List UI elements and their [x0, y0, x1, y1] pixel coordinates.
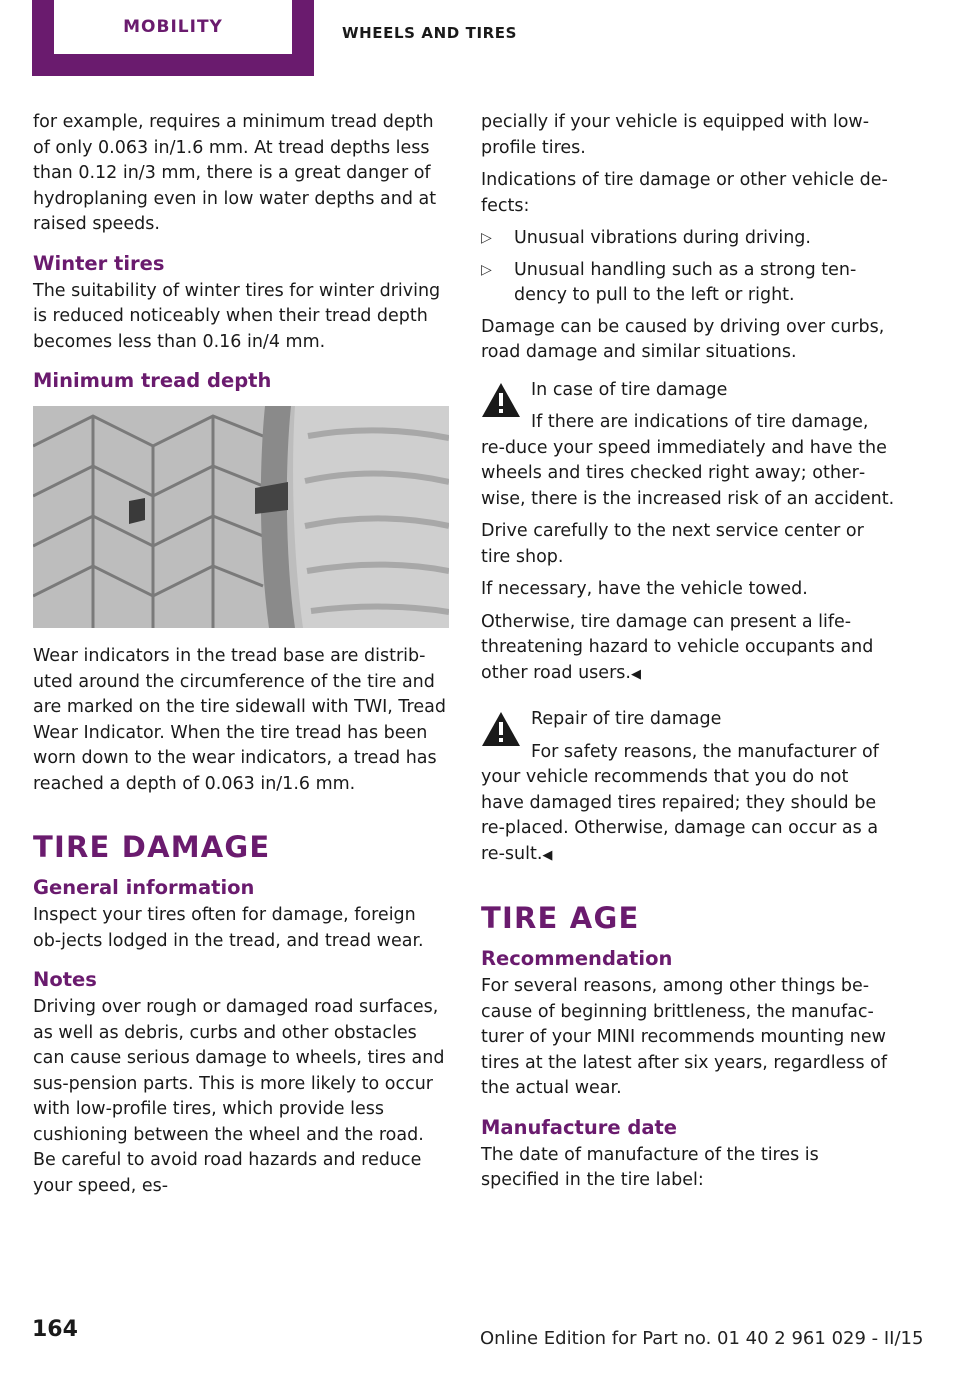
list-item-text: Unusual handling such as a strong ten‐dency to pull to the left or right. [514, 259, 857, 305]
intro-paragraph: for example, requires a minimum tread depth of only 0.063 in/1.6 mm. At tread depths less than 0.12 in/3 mm, there is a great danger of hydroplaning even in low water depths and at raised speeds. [33, 112, 437, 234]
damage-cause-text: Damage can be caused by driving over curbs, road damage and similar situations. [481, 316, 885, 362]
list-item [481, 258, 895, 309]
indications-text: Indications of tire damage or other vehicle de‐fects: [481, 170, 888, 216]
triangle-bullet-icon: ▷ [481, 230, 492, 246]
warning-text [481, 740, 895, 869]
chapter-tab-label: MOBILITY [54, 0, 292, 54]
drive-carefully-text: Drive carefully to the next service center or tire shop. [481, 521, 864, 567]
general-information-text: Inspect your tires often for damage, foreign ob‐jects lodged in the tread, and tread wear. [33, 905, 424, 951]
recommendation-text: For several reasons, among other things be‐cause of beginning brittleness, the manufac‐turer of your MINI recommends mounting new tires at the latest after six years, regardless of the actual wear. [481, 976, 888, 1098]
winter-tires-text: The suitability of winter tires for winter driving is reduced noticeably when their tread depth becomes less than 0.16 in/4 mm. [33, 280, 441, 352]
warning-tire-damage [481, 378, 895, 513]
warning-body: For safety reasons, the manufacturer of your vehicle recommends that you do not have damaged tires repaired; they should be re‐placed. Otherwise, damage can occur as a re‐sult. [481, 741, 879, 864]
chapter-tab [32, 0, 314, 76]
list-item [481, 226, 895, 252]
right-column [481, 110, 895, 1201]
tread-wear-indicator-photo [33, 406, 449, 628]
list-item-text: Unusual vibrations during driving. [514, 228, 811, 248]
left-column [33, 110, 449, 1206]
otherwise-body: Otherwise, tire damage can present a life-threatening hazard to vehicle occupants and other road users. [481, 611, 874, 683]
general-information-heading: General information [33, 876, 255, 899]
notes-text: Driving over rough or damaged road surfaces, as well as debris, curbs and other obstacles can cause serious damage to wheels, tires and sus‐pension parts. This is more likely to occur with low-profile tires, which provide less cushioning between the wheel and the road. Be careful to avoid road hazards and reduce your speed, es‐ [33, 997, 445, 1196]
triangle-bullet-icon: ▷ [481, 261, 492, 278]
winter-tires-heading: Winter tires [33, 251, 165, 275]
warning-triangle-icon [481, 382, 521, 418]
minimum-tread-heading: Minimum tread depth [33, 369, 272, 392]
warning-title: Repair of tire damage [531, 709, 722, 729]
end-mark-icon: ◀ [542, 847, 553, 863]
continued-text: pecially if your vehicle is equipped with low-profile tires. [481, 112, 870, 158]
footer-edition: Online Edition for Part no. 01 40 2 961 029 - II/15 [480, 1328, 924, 1349]
wear-indicator-text: Wear indicators in the tread base are distrib‐uted around the circumference of the tire and are marked on the tire sidewall with TWI, Tread Wear Indicator. When the tire tread has been worn down to the wear indicators, a tread has reached a depth of 0.063 in/1.6 mm. [33, 646, 446, 794]
otherwise-text [481, 610, 895, 688]
towed-text: If necessary, have the vehicle towed. [481, 579, 808, 599]
notes-heading: Notes [33, 968, 97, 991]
end-mark-icon: ◀ [630, 666, 641, 682]
page-number: 164 [32, 1317, 78, 1342]
manufacture-date-text: The date of manufacture of the tires is specified in the tire label: [481, 1144, 819, 1190]
warning-triangle-icon [481, 711, 521, 747]
indications-list [481, 226, 895, 309]
warning-repair [481, 707, 895, 868]
section-header: WHEELS AND TIRES [342, 24, 518, 42]
manufacture-date-heading: Manufacture date [481, 1115, 678, 1139]
warning-title: In case of tire damage [531, 379, 728, 400]
tire-age-title: TIRE AGE [481, 901, 640, 935]
tire-damage-title: TIRE DAMAGE [33, 830, 271, 864]
recommendation-heading: Recommendation [481, 947, 673, 970]
warning-text: If there are indications of tire damage, re‐duce your speed immediately and have the wheels and tires checked right away; other‐wise, there is the increased risk of an accident. [481, 412, 895, 509]
